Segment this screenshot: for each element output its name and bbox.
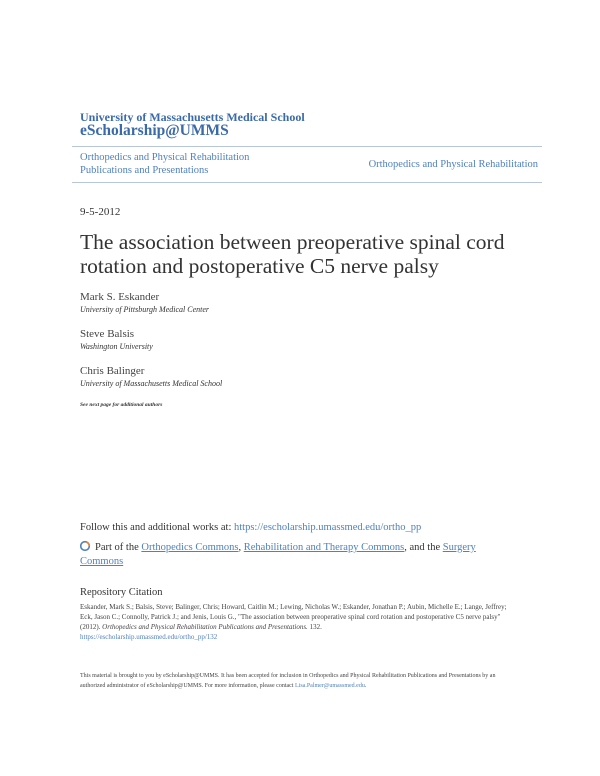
footer-end: . (364, 683, 367, 689)
citation-url-link[interactable]: https://escholarship.umassmed.edu/ortho_pp/132 (80, 633, 218, 641)
article-title: The association between preoperative spinal cord rotation and postoperative C5 nerve palsy (80, 230, 505, 278)
author-name: Chris Balinger (80, 365, 145, 377)
separator: , (238, 542, 242, 553)
open-access-icon (80, 540, 92, 552)
collection-band (72, 146, 542, 183)
see-next-page-note: See next page for additional authors (80, 402, 163, 408)
orthopedics-commons-link[interactable]: Orthopedics Commons (141, 542, 239, 553)
repository-citation-heading: Repository Citation (80, 587, 163, 598)
footer-notice (80, 671, 520, 691)
part-of-line (80, 540, 520, 569)
citation-journal: Orthopedics and Physical Rehabilitation Publications and Presentations. (102, 623, 308, 631)
repository-brand[interactable]: eScholarship@UMMS (80, 122, 229, 139)
part-of-prefix: Part of the (95, 542, 139, 553)
author-affiliation: University of Pittsburgh Medical Center (80, 305, 210, 314)
collection-link-publications[interactable]: Orthopedics and Physical Rehabilitation Publications and Presentations (80, 152, 250, 176)
footer-text: This material is brought to you by eScholarship@UMMS. It has been accepted for inclusion in Orthopedics and Physical Rehabilitation Publications and Presentations by an authorized administrator of eScholarship@UMMS. For more information, please contact (80, 673, 496, 689)
separator: , and the (404, 542, 441, 553)
author-name: Steve Balsis (80, 328, 135, 340)
author-name: Mark S. Eskander (80, 291, 160, 303)
follow-label: Follow this and additional works at: (80, 522, 232, 533)
contact-email-link[interactable]: Lisa.Palmer@umassmed.edu (294, 683, 365, 689)
citation-number: 132. (309, 623, 322, 631)
rehabilitation-commons-link[interactable]: Rehabilitation and Therapy Commons (243, 542, 405, 553)
publication-date: 9-5-2012 (80, 206, 121, 218)
surgery-commons-link[interactable]: Surgery Commons (80, 542, 476, 567)
author-affiliation: University of Massachusetts Medical School (80, 379, 223, 388)
citation-text (80, 602, 520, 642)
follow-line (80, 522, 421, 533)
citation-body: Eskander, Mark S.; Balsis, Steve; Balinger, Chris; Howard, Caitlin M.; Lewing, Nicholas W.; Eskander, Jonathan P.; Aubin, Michelle E.; Lange, Jeffrey; Eck, Jason C.; Connolly, Patrick J.; and Jenis, Louis G., "The association between preoperative spinal cord rotation and postoperative C5 nerve palsy" (2012). (80, 603, 507, 631)
collection-url-link[interactable]: https://escholarship.umassmed.edu/ortho_pp (234, 522, 422, 533)
author-affiliation: Washington University (80, 342, 153, 351)
collection-link-department[interactable]: Orthopedics and Physical Rehabilitation (368, 159, 538, 170)
institution-name[interactable]: University of Massachusetts Medical School (80, 110, 305, 124)
